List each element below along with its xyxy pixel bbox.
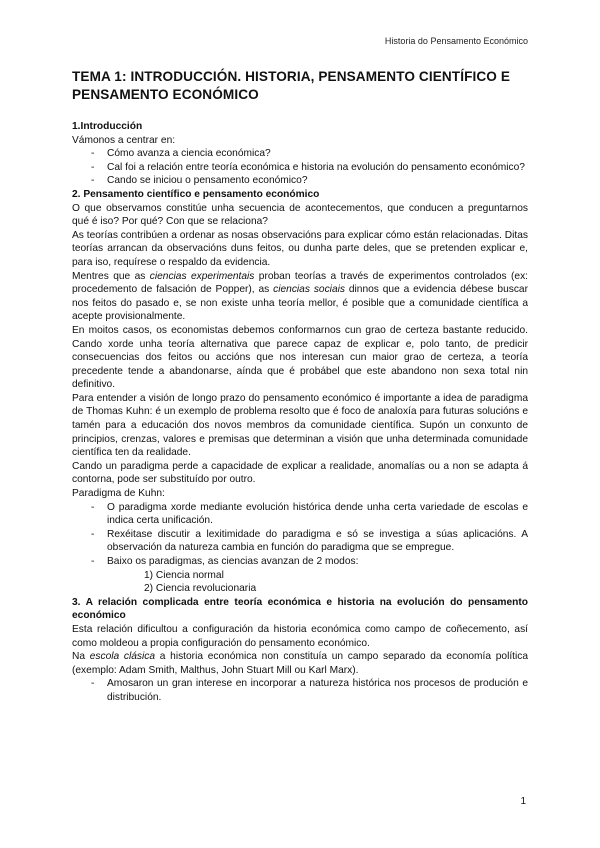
- section-1-intro: Vámonos a centrar en:: [72, 134, 176, 146]
- modes-list: [72, 569, 528, 596]
- list-item: - Amosaron un gran interese en incorporar a natureza histórica nos procesos de produción e distribución.: [72, 677, 528, 704]
- section-2-heading: 2. Pensamento científico e pensamento económico: [72, 188, 320, 200]
- list-item: - Rexéitase discutir a lexitimidade do paradigma e só se investiga a súas aplicacións. A observación da natureza cambia en función do paradigma que se empregue.: [72, 528, 528, 555]
- paragraph: En moitos casos, os economistas debemos conformarnos cun grao de certeza bastante reducido. Cando xorde unha teoría alternativa que parece capaz de explicar e, polo tanto, de predicir consecuencias dos feitos ou accións que nos interesan cun maior grao de certeza, a teoría precedente tende a abandonarse, aínda que é probábel que este abandono non sexa total nin definitivo.: [72, 324, 528, 391]
- emphasis: ciencias sociais: [273, 284, 345, 296]
- list-item: - Cal foi a relación entre teoría económica e historia na evolución do pensamento económico?: [72, 161, 528, 175]
- text-run: Na: [72, 651, 90, 663]
- list-item: 1) Ciencia normal: [144, 569, 224, 581]
- text-run: Mentres que as: [72, 270, 150, 282]
- paragraph: As teorías contribúen a ordenar as nosas observacións para explicar cómo están relacionadas. Ditas teorías arrancan da observacións duns feitos, ou dunha parte deles, que se pretenden explicar e, para iso, requírese o respaldo da evidencia.: [72, 229, 528, 268]
- document-body: [72, 68, 528, 705]
- list-item: - Cando se iniciou o pensamento económico?: [72, 174, 528, 188]
- document-title: TEMA 1: INTRODUCCIÓN. HISTORIA, PENSAMENTO CIENTÍFICO E PENSAMENTO ECONÓMICO: [72, 69, 511, 102]
- page-number: 1: [520, 796, 526, 807]
- section-1-heading: 1.Introducción: [72, 121, 143, 132]
- list-item: 2) Ciencia revolucionaria: [144, 583, 257, 595]
- running-header: Historia do Pensamento Económico: [384, 36, 528, 46]
- section-1-list: [72, 147, 528, 188]
- paragraph: O que observamos constitúe unha secuencia de acontecementos, que conducen a preguntarnos qué é iso? Por qué? Con que se relaciona?: [72, 202, 528, 228]
- paragraph: Cando un paradigma perde a capacidade de explicar a realidade, anomalías ou a non se adapta á contorna, pode ser substituído por outro.: [72, 460, 528, 486]
- text-run: dinnos que a evidencia débese buscar nos feitos do pasado e, se non existe unha teoría mellor, é posible que a comunidade científica a acepte provisionalmente.: [72, 284, 528, 323]
- section-3-heading: 3. A relación complicada entre teoría económica e historia na evolución do pensamento económico: [72, 596, 528, 622]
- kuhn-list: [72, 501, 528, 569]
- list-item: - Baixo os paradigmas, as ciencias avanzan de 2 modos:: [72, 555, 528, 569]
- list-item: - O paradigma xorde mediante evolución histórica dende unha certa variedade de escolas e indica certa unificación.: [72, 501, 528, 528]
- paragraph: [72, 650, 528, 677]
- paragraph: [72, 270, 528, 324]
- emphasis: ciencias experimentais: [149, 270, 255, 282]
- text-run: proban teorías a través de experimentos controlados (ex: procedemento de falsación de Popper), as: [72, 270, 528, 296]
- list-item: - Cómo avanza a ciencia económica?: [72, 147, 528, 161]
- paragraph: Paradigma de Kuhn:: [72, 488, 165, 500]
- text-run: a historia económica non constituía un campo separado da economía política (exemplo: Adam Smith, Malthus, John Stuart Mill ou Karl Marx).: [72, 651, 529, 676]
- paragraph: Para entender a visión de longo prazo do pensamento económico é importante a idea de paradigma de Thomas Kuhn: é un exemplo de problema resolto que é foco de analoxía para futuras solucións e tamén para a educación dos novos membros da comunidade científica. Supón un conxunto de principios, crenzas, valores e premisas que determinan a visión que unha determinada comunidade científica ten da realidade.: [72, 392, 528, 459]
- emphasis: escola clásica: [89, 651, 156, 663]
- section-3-list: [72, 677, 528, 704]
- paragraph: Esta relación dificultou a configuración da historia económica como campo de coñecemento, así como moldeou a propia configuración do pensamento económico.: [72, 623, 528, 649]
